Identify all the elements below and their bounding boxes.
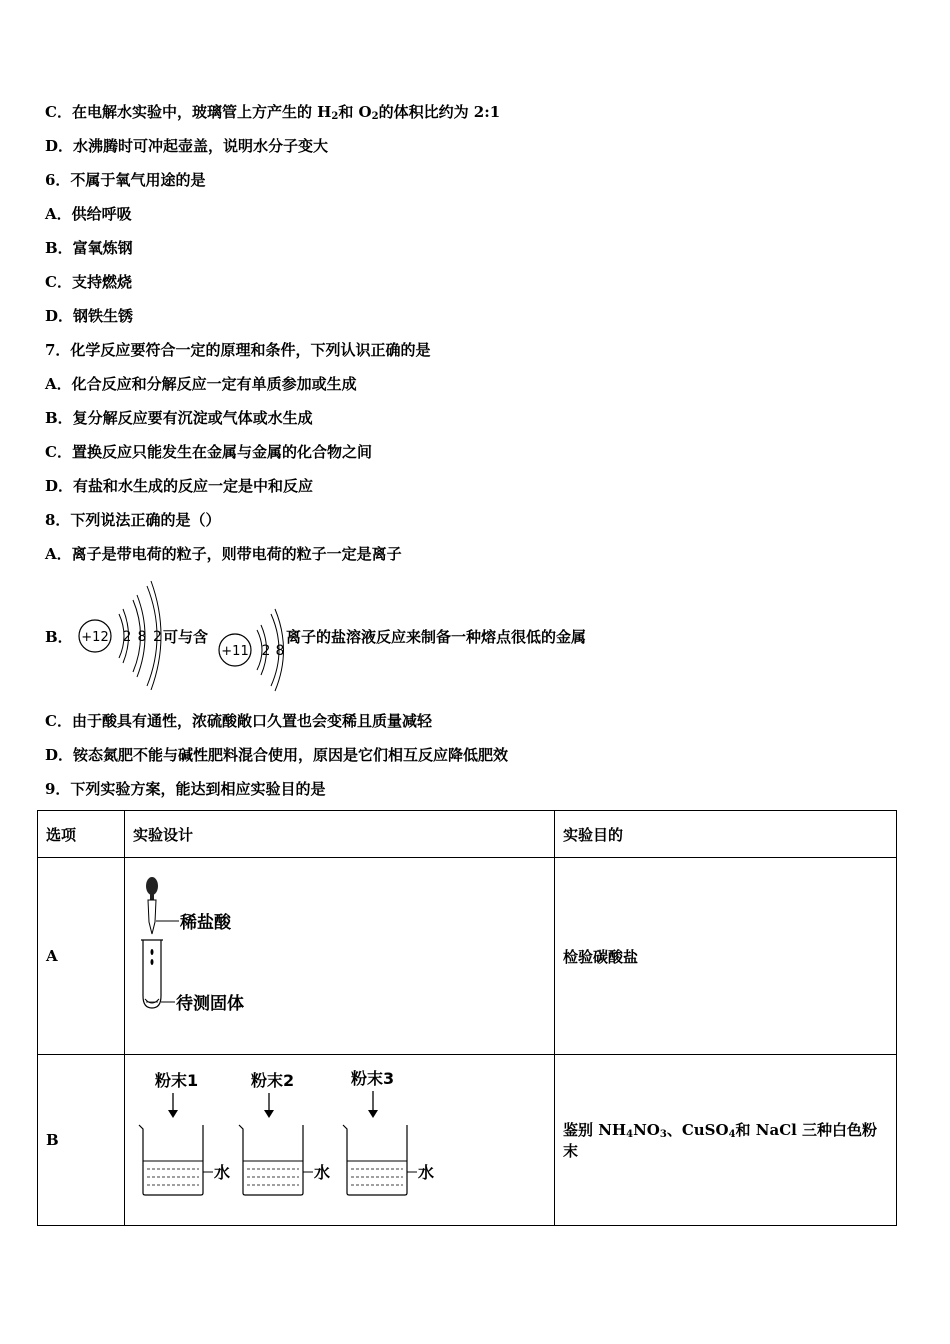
table-header-row bbox=[38, 811, 897, 858]
atom1-nucleus: +12 bbox=[81, 630, 109, 645]
atom1-shell-1: 2 bbox=[122, 629, 132, 645]
beakers-diagram bbox=[125, 1055, 538, 1225]
q7-option-c: C．置换反应只能发生在金属与金属的化合物之间 bbox=[45, 443, 372, 461]
q6-option-a: A．供给呼吸 bbox=[45, 205, 132, 223]
q5-option-c: C．在电解水实验中，玻璃管上方产生的 $H_2$和 $O_2$的体积比约为 2:1 bbox=[45, 103, 501, 122]
q6-option-b: B．富氧炼钢 bbox=[45, 239, 133, 257]
q8-option-b-end: 离子的盐溶液反应来制备一种熔点很低的金属 bbox=[286, 628, 587, 646]
beaker-3 bbox=[343, 1069, 434, 1195]
atom-diagram-mg bbox=[75, 578, 165, 690]
q7-option-d: D．有盐和水生成的反应一定是中和反应 bbox=[45, 477, 314, 495]
label-powder-3: 粉末3 bbox=[351, 1069, 395, 1088]
q7-option-b: B．复分解反应要有沉淀或气体或水生成 bbox=[45, 409, 313, 427]
atom-diagram-na bbox=[215, 602, 290, 692]
q6-option-c: C．支持燃烧 bbox=[45, 273, 132, 291]
q8-option-b-mid: 可与含 bbox=[163, 628, 209, 646]
experiment-table bbox=[37, 810, 897, 1226]
row-a-purpose: 检验碳酸盐 bbox=[555, 858, 897, 1055]
label-water-1: 水 bbox=[214, 1163, 231, 1182]
label-test-solid: 待测固体 bbox=[176, 994, 244, 1014]
q8-option-b-label: B． bbox=[45, 628, 73, 646]
label-water-3: 水 bbox=[418, 1163, 435, 1182]
q7-stem: 7．化学反应要符合一定的原理和条件，下列认识正确的是 bbox=[45, 341, 431, 359]
table-row bbox=[38, 1055, 897, 1226]
atom2-shell-2: 8 bbox=[275, 643, 285, 659]
label-powder-1: 粉末1 bbox=[155, 1071, 199, 1090]
q8-option-c: C．由于酸具有通性，浓硫酸敞口久置也会变稀且质量减轻 bbox=[45, 712, 432, 730]
atom1-shell-2: 8 bbox=[137, 629, 147, 645]
label-dilute-hcl: 稀盐酸 bbox=[180, 913, 231, 933]
atom1-shell-3: 2 bbox=[153, 629, 162, 645]
q6-stem: 6．不属于氧气用途的是 bbox=[45, 171, 206, 189]
table-row bbox=[38, 858, 897, 1055]
beaker-2 bbox=[239, 1071, 330, 1195]
q6-option-d: D．钢铁生锈 bbox=[45, 307, 134, 325]
label-powder-2: 粉末2 bbox=[251, 1071, 295, 1090]
row-b-design bbox=[125, 1055, 555, 1226]
beaker-1 bbox=[139, 1071, 230, 1195]
dropper-test-tube-diagram bbox=[125, 858, 538, 1054]
q7-option-a: A．化合反应和分解反应一定有单质参加或生成 bbox=[45, 375, 357, 393]
q9-stem: 9．下列实验方案，能达到相应实验目的是 bbox=[45, 780, 326, 798]
row-b-option: B bbox=[38, 1055, 125, 1226]
row-b-purpose: 鉴别 $NH_4NO_3$、CuSO$_4$和 NaCl 三种白色粉末 bbox=[555, 1055, 897, 1226]
header-option: 选项 bbox=[38, 811, 125, 858]
q8-option-d: D．铵态氮肥不能与碱性肥料混合使用，原因是它们相互反应降低肥效 bbox=[45, 746, 509, 764]
atom2-shell-1: 2 bbox=[261, 643, 271, 659]
q8-stem: 8．下列说法正确的是（） bbox=[45, 511, 221, 529]
row-a-design bbox=[125, 858, 555, 1055]
header-design: 实验设计 bbox=[125, 811, 555, 858]
atom2-nucleus: +11 bbox=[221, 644, 249, 659]
q5-option-d: D．水沸腾时可冲起壶盖，说明水分子变大 bbox=[45, 137, 329, 155]
header-purpose: 实验目的 bbox=[555, 811, 897, 858]
row-a-option: A bbox=[38, 858, 125, 1055]
label-water-2: 水 bbox=[314, 1163, 331, 1182]
q8-option-a: A．离子是带电荷的粒子，则带电荷的粒子一定是离子 bbox=[45, 545, 402, 563]
